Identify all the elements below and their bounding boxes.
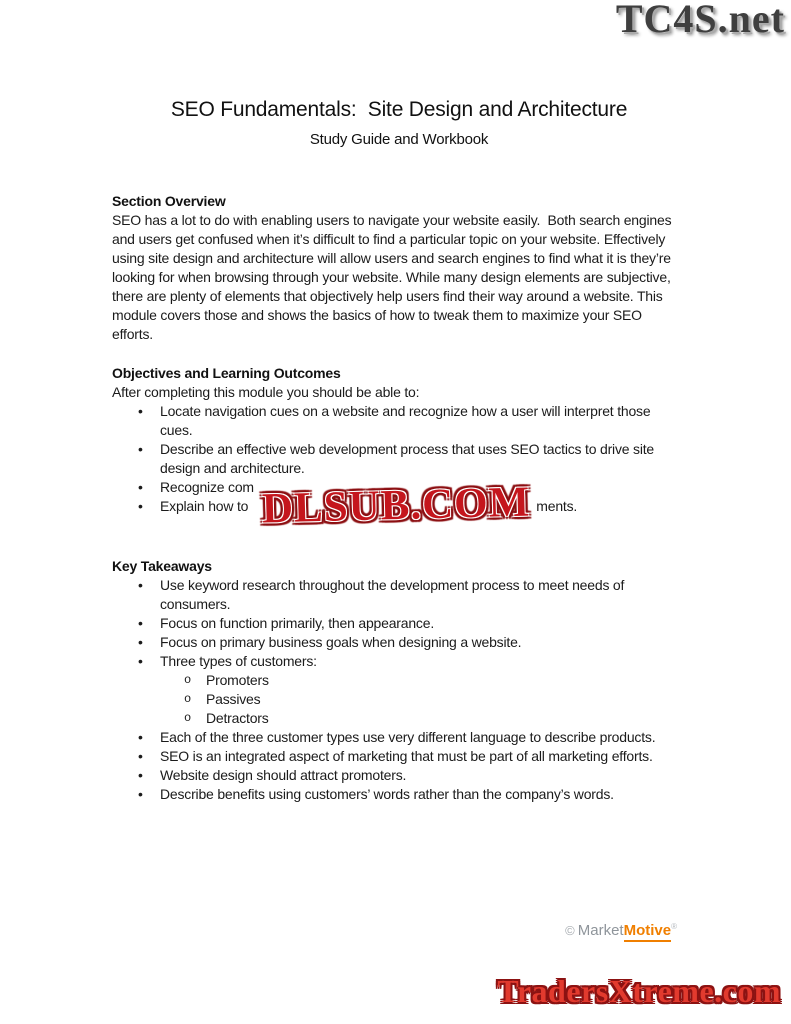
bullet-icon: • [138, 403, 143, 419]
copyright-icon: © [565, 923, 575, 938]
watermark-tc4s: TC4S.net [615, 0, 785, 41]
section-overview-body: SEO has a lot to do with enabling users to navigate your website easily. Both search engines and users get confused when it’s difficult to find a particular topic on your website. Effectively using site design and architecture will allow users and search engines to find what it is they’re looking for when browsing through your website. While many design elements are subjective, there are plenty of elements that objectively help users find their way around a website. This module covers those and shows the basics of how to tweak them to maximize your SEO efforts. [112, 212, 676, 342]
bullet-icon: • [138, 615, 143, 631]
sub-bullet-icon: o [184, 673, 192, 687]
takeaway-sub-bullet-2 [112, 690, 686, 709]
takeaway-bullet-5 [112, 728, 686, 747]
bullet-icon: • [138, 653, 143, 669]
watermark-tradersxtreme: TradersXtreme.com [497, 973, 781, 1009]
takeaway-sub-bullet-1 [112, 671, 686, 690]
logo-motive-text: Motive [624, 922, 672, 942]
takeaway-bullet-text: Focus on function primarily, then appearance. [160, 615, 435, 631]
takeaway-sub-bullet-text: Promoters [206, 672, 269, 688]
objectives-intro: After completing this module you should be able to: [112, 384, 420, 400]
takeaway-bullet-4 [112, 652, 686, 671]
objective-bullet-text: Locate navigation cues on a website and recognize how a user will interpret those cues. [160, 403, 651, 438]
takeaway-bullet-2 [112, 614, 686, 633]
takeaway-bullet-1 [112, 576, 686, 614]
takeaway-bullet-8 [112, 785, 686, 804]
takeaway-bullet-text: Use keyword research throughout the development process to meet needs of consumers. [160, 577, 625, 612]
objective-bullet-text-partial: Recognize com [160, 479, 254, 495]
marketmotive-logo [565, 918, 677, 940]
obscured-text-prefix: Explain how to [160, 498, 249, 514]
takeaways-heading: Key Takeaways [112, 558, 212, 574]
objective-bullet-2 [112, 440, 686, 478]
page-title: SEO Fundamentals: Site Design and Architecture [170, 98, 628, 121]
sub-bullet-icon: o [184, 692, 192, 706]
takeaway-bullet-text: Three types of customers: [160, 653, 317, 669]
takeaway-bullet-3 [112, 633, 686, 652]
bullet-icon: • [138, 634, 143, 650]
bullet-icon: • [138, 729, 143, 745]
takeaway-sub-bullet-text: Detractors [206, 710, 269, 726]
page-subtitle: Study Guide and Workbook [309, 131, 489, 148]
obscured-text-suffix: ments. [536, 498, 578, 514]
watermark-dlsub: DLSUB.COM [261, 478, 531, 533]
bullet-icon: • [138, 767, 143, 783]
takeaway-bullet-text: Website design should attract promoters. [160, 767, 407, 783]
logo-market-text: Market [577, 922, 624, 939]
takeaway-bullet-text: SEO is an integrated aspect of marketing that must be part of all marketing efforts. [160, 748, 653, 764]
objective-bullet-1 [112, 402, 686, 440]
section-overview [112, 192, 686, 344]
bullet-icon: • [138, 441, 143, 457]
bullet-icon: • [138, 748, 143, 764]
takeaway-sub-bullet-text: Passives [206, 691, 261, 707]
section-overview-heading: Section Overview [112, 193, 226, 209]
bullet-icon: • [138, 498, 143, 514]
bullet-icon: • [138, 577, 143, 593]
takeaway-bullet-7 [112, 766, 686, 785]
takeaway-bullet-text: Describe benefits using customers’ words rather than the company’s words. [160, 786, 614, 802]
bullet-icon: • [138, 786, 143, 802]
sub-bullet-icon: o [184, 711, 192, 725]
takeaway-sub-bullet-3 [112, 709, 686, 728]
registered-mark-icon: ® [671, 922, 677, 931]
objective-bullet-text: Describe an effective web development process that uses SEO tactics to drive site design and architecture. [160, 441, 655, 476]
takeaway-bullet-6 [112, 747, 686, 766]
objectives-heading: Objectives and Learning Outcomes [112, 365, 341, 381]
takeaway-bullet-text: Focus on primary business goals when designing a website. [160, 634, 522, 650]
section-key-takeaways [112, 557, 686, 804]
bullet-icon: • [138, 479, 143, 495]
takeaway-bullet-text: Each of the three customer types use very different language to describe products. [160, 729, 656, 745]
